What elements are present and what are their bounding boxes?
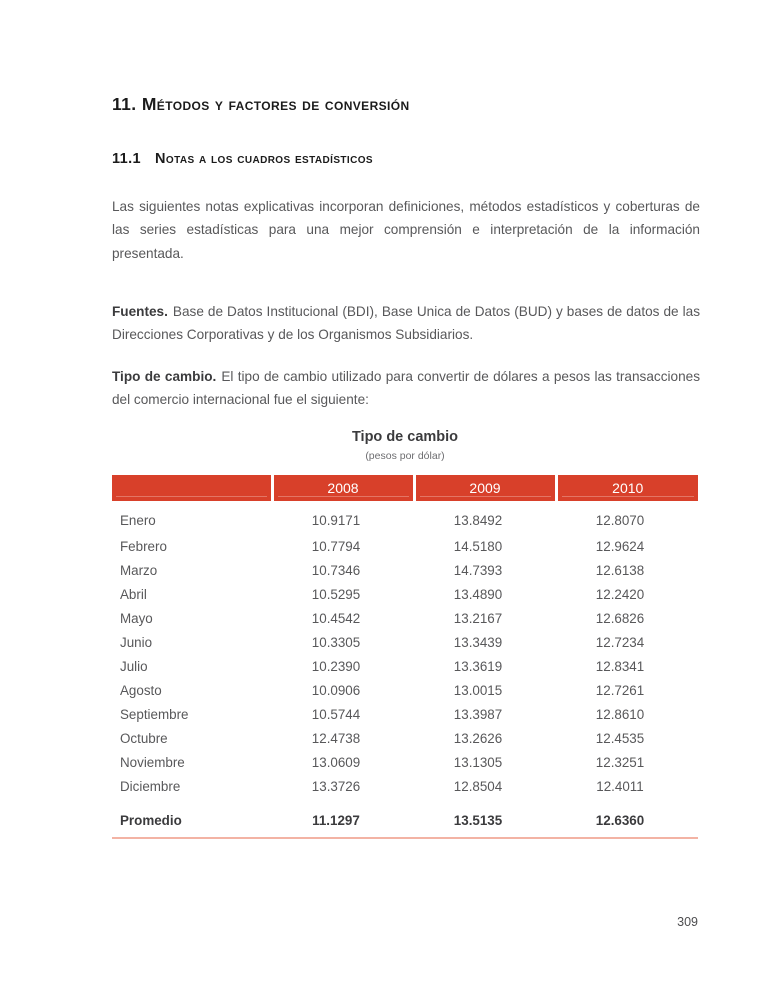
table-title: Tipo de cambio	[351, 429, 459, 445]
section-heading-text: Notas a los cuadros estadísticos	[155, 151, 373, 168]
cell-2010: 12.8070	[595, 512, 645, 528]
cell-2010: 12.7234	[595, 635, 645, 650]
page-title	[112, 94, 702, 115]
exchange-rate-table	[112, 475, 698, 839]
cell-average-2010: 12.6360	[556, 799, 698, 838]
table-body	[112, 501, 698, 838]
table-row-average	[112, 799, 698, 838]
cell-2010: 12.7261	[595, 683, 645, 698]
column-header-2008: 2008	[272, 475, 414, 501]
cell-2009: 13.0015	[453, 683, 503, 698]
cell-2008: 10.7794	[311, 539, 361, 554]
cell-2008: 13.0609	[311, 755, 361, 770]
cell-2009: 12.8504	[453, 779, 503, 794]
exchange-rate-table-block	[112, 428, 698, 839]
cell-2008: 12.4738	[311, 731, 361, 746]
row-label: Octubre	[120, 731, 168, 746]
cell-2010: 12.9624	[595, 539, 645, 554]
exchange-rate-text: El tipo de cambio utilizado para convertir de dólares a pesos las transacciones del comercio internacional fue el siguiente:	[112, 368, 701, 408]
cell-2008: 10.5744	[311, 707, 361, 722]
page-title-number: 11.	[112, 93, 137, 114]
row-label: Marzo	[120, 563, 158, 578]
row-label: Noviembre	[120, 755, 185, 770]
table-row	[112, 559, 698, 583]
row-label: Enero	[120, 512, 156, 528]
cell-2010: 12.6826	[595, 611, 645, 626]
exchange-rate-paragraph	[112, 365, 700, 412]
column-header-2010: 2010	[556, 475, 698, 501]
row-label: Mayo	[120, 611, 153, 626]
table-row	[112, 775, 698, 799]
sources-label: Fuentes.	[112, 303, 168, 319]
row-label: Abril	[120, 587, 147, 602]
table-header	[112, 475, 698, 501]
row-label-average: Promedio	[112, 799, 272, 838]
cell-2010: 12.8610	[595, 707, 645, 722]
table-row	[112, 501, 698, 535]
cell-2009: 14.5180	[453, 539, 503, 554]
intro-paragraph: Las siguientes notas explicativas incorporan definiciones, métodos estadísticos y coberturas de las series estadísticas para una mejor comprensión e interpretación de la información presentada.	[112, 198, 700, 261]
cell-2008: 10.3305	[311, 635, 361, 650]
table-row	[112, 703, 698, 727]
table-row	[112, 535, 698, 559]
table-row	[112, 655, 698, 679]
cell-2010: 12.2420	[595, 587, 645, 602]
cell-2009: 13.2167	[453, 611, 503, 626]
cell-2009: 13.4890	[453, 587, 503, 602]
row-label: Febrero	[120, 539, 167, 554]
row-label: Julio	[120, 659, 148, 674]
table-row	[112, 631, 698, 655]
cell-2009: 13.3987	[453, 707, 503, 722]
cell-2008: 10.2390	[311, 659, 361, 674]
table-header-row	[112, 475, 698, 501]
table-row	[112, 583, 698, 607]
cell-2009: 13.1305	[453, 755, 503, 770]
section-heading-number: 11.1	[112, 151, 142, 168]
row-label: Diciembre	[120, 779, 181, 794]
cell-2008: 13.3726	[311, 779, 361, 794]
column-header-month	[112, 475, 272, 501]
cell-2009: 14.7393	[453, 563, 503, 578]
table-row	[112, 607, 698, 631]
page-number: 309	[677, 915, 698, 929]
row-label: Agosto	[120, 683, 162, 698]
page-title-text: Métodos y factores de conversión	[141, 93, 410, 114]
cell-2009: 13.2626	[453, 731, 503, 746]
cell-2010: 12.3251	[595, 755, 645, 770]
cell-2010: 12.4535	[595, 731, 645, 746]
cell-2010: 12.4011	[596, 779, 644, 794]
cell-2008: 10.9171	[311, 512, 361, 528]
cell-2008: 10.5295	[311, 587, 361, 602]
sources-paragraph	[112, 300, 700, 347]
section-heading	[112, 151, 702, 167]
table-row	[112, 727, 698, 751]
cell-average-2009: 13.5135	[414, 799, 556, 838]
cell-2008: 10.0906	[311, 683, 361, 698]
column-header-2009: 2009	[414, 475, 556, 501]
row-label: Septiembre	[120, 707, 189, 722]
row-label: Junio	[120, 635, 153, 650]
table-row	[112, 679, 698, 703]
cell-2009: 13.3439	[453, 635, 503, 650]
cell-2008: 10.7346	[311, 563, 361, 578]
cell-2010: 12.6138	[595, 563, 645, 578]
table-subtitle: (pesos por dólar)	[365, 450, 445, 462]
cell-2009: 13.3619	[453, 659, 503, 674]
exchange-rate-label: Tipo de cambio.	[112, 368, 217, 384]
cell-average-2008: 11.1297	[272, 799, 414, 838]
cell-2008: 10.4542	[311, 611, 361, 626]
cell-2009: 13.8492	[453, 512, 503, 528]
sources-text: Base de Datos Institucional (BDI), Base Unica de Datos (BUD) y bases de datos de las Direcciones Corporativas y de los Organismos Subsidiarios.	[112, 303, 700, 343]
table-row	[112, 751, 698, 775]
cell-2010: 12.8341	[595, 659, 645, 674]
